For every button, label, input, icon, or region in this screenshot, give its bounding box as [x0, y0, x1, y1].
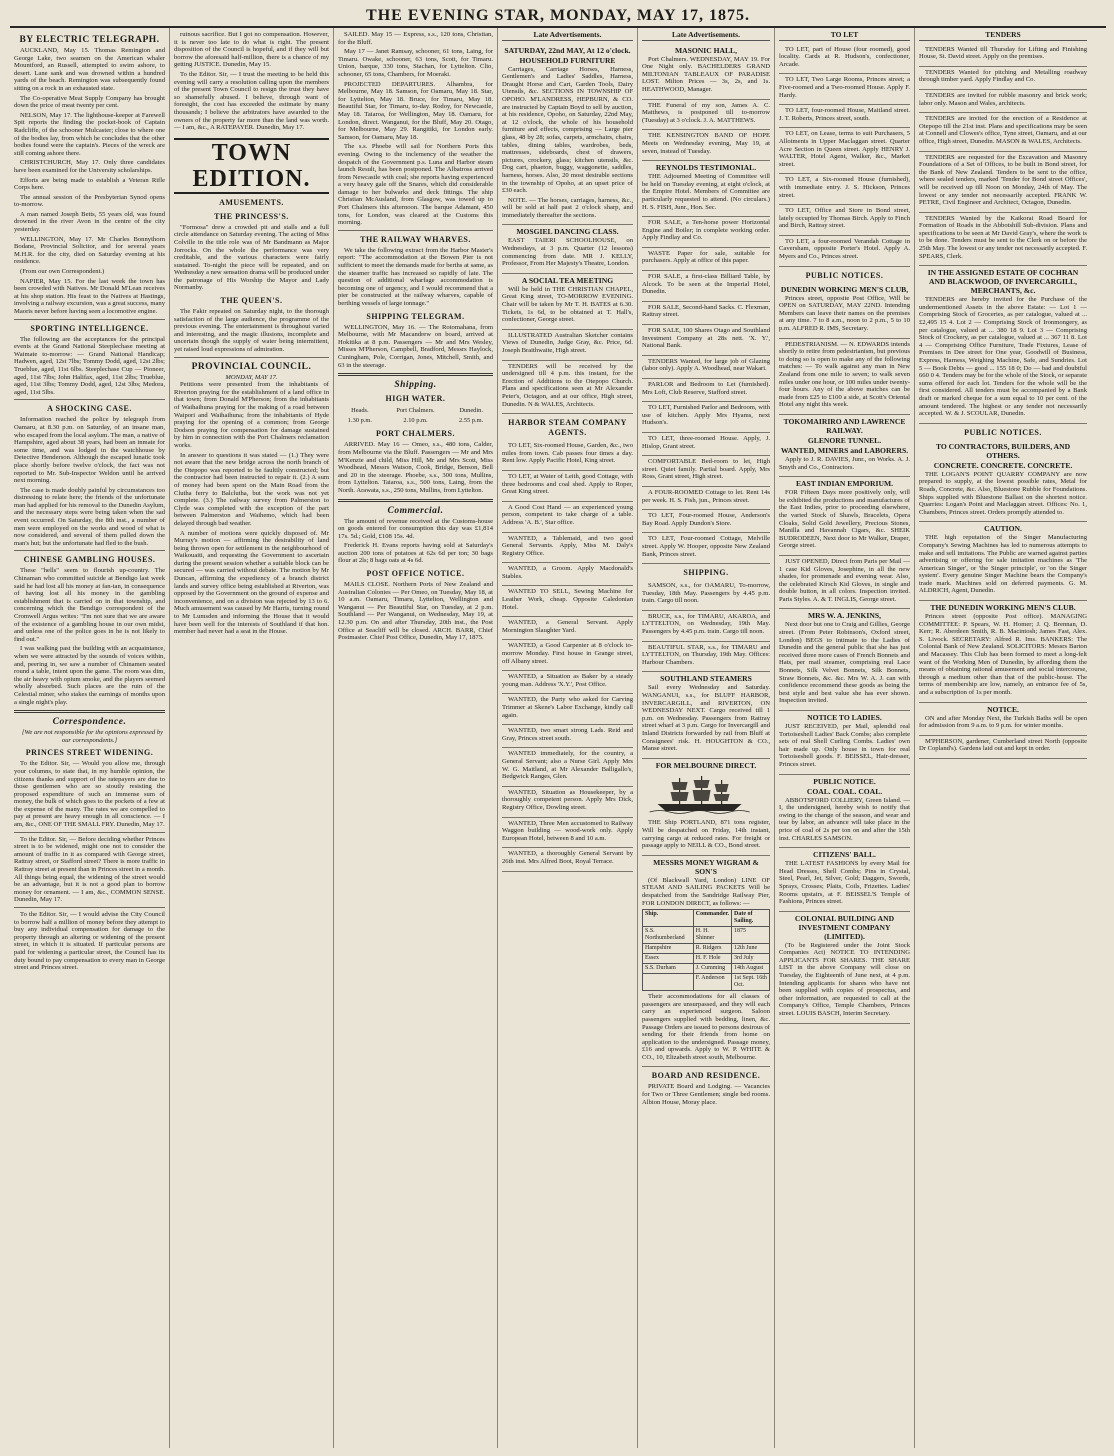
paragraph: WELLINGTON, May 16. — The Rotomahana, from Melbourne, with Mr Macandrew on board, arrived at Hokitika at 8 p.m. Passengers — Mr and Mrs Wesley, Misses M'Pherson, Campbell, Bradford, Messrs Haylock, Cuningham, Pole, Corrigan, Jones, Mitchell, Smith, and 63 in the steerage.	[338, 323, 493, 369]
classified-ad-text: TO LET, Six-roomed House, Garden, &c., two miles from town. Cab passes four times a day. Rent low. Apply Pacific Hotel, King street.	[502, 442, 633, 465]
emporium-text: FOR Fifteen Days more positively only, will be exhibited the productions and manufactures of the East Indies, prior to proceeding elsewhere, the varied Stock of Shawls, Bracelets, Opera Cloaks, Solid Gold Jewellery, Precious Stones, Manilla and Havannah Cigars, &c. SHEIK BUDRODEEN, Next door to Mr Walker, Draper, George street.	[779, 489, 910, 550]
classified-ads	[502, 440, 633, 871]
telegraph-paras	[14, 47, 165, 316]
shipping-top-paras	[338, 31, 493, 141]
sailings-cell: 14th August	[732, 964, 770, 974]
council-date: MONDAY, MAY 17.	[225, 373, 278, 381]
money-wigram-text: (Of Blackwall Yard, London) LINE OF STEAM AND SAILING PACKETS Will be despatched from the Sandridge Railway Pier, FOR LONDON DIRECT, as follows: —	[642, 876, 770, 907]
pedestrianism-ad	[779, 339, 910, 415]
sale-ads	[642, 217, 770, 564]
public-notices-heading: PUBLIC NOTICES.	[805, 270, 884, 280]
letter1-paras	[14, 760, 165, 828]
beautiful-star-ad	[642, 642, 770, 673]
provincial-council-heading: PROVINCIAL COUNCIL.	[191, 361, 312, 372]
concrete-heading: CONCRETE. CONCRETE. CONCRETE.	[933, 460, 1073, 470]
table-row	[643, 964, 770, 974]
classified-ad-text: WANTED, a Situation as Baker by a steady young man. Address 'X.Y.', Post Office.	[502, 673, 633, 688]
shipping-note: The s.s. Phoebe will sail for Northern Ports this evening. Owing to the inclemency of the weather the despatch of the Government p.s. Luna and Harbor steam launch Result, has been postponed. The Albatross arrived from Newcastle with coal; she reports having experienced a very heavy gale off the Snares, which did considerable damage to her bulwarks and deck fittings. The ship Christian McAusland, from Glasgow, was towed up to Port Chalmers this afternoon. The barque Adamant, 450 tons, for London, was cleared at the Customs this morning.	[338, 143, 493, 227]
dancing-class-ad	[502, 225, 633, 273]
shipping-heading: SHIPPING.	[683, 568, 729, 578]
classified-ad	[642, 433, 770, 456]
sale-note: NOTE. — The horses, carriages, harness, &c., will be sold at half past 2 o'clock sharp, and immediately thereafter the sections.	[502, 196, 633, 219]
emporium-ad	[779, 477, 910, 556]
classified-ad-text: TO LET, on Lease, terms to suit Purchasers, 5 Allotments in Upper Maclaggan street. Quarter Acre Section in Queen street. Apply HENRY J. WALTER, Hotel Agent, Walker, &c., Market street.	[779, 130, 910, 168]
sailings-cell: 12th June	[732, 944, 770, 954]
classified-ad	[502, 671, 633, 694]
paragraph: "Formosa" drew a crowded pit and stalls and a full circle attendance on Saturday evening. The acting of Miss Colville in the title role was of Mr Bandmann as Major Jorrocks. On the whole the performance was very creditable, and the various characters were fairly sustained. To-night the piece will be repeated, and on Wednesday a new sensation drama will be produced under the patronage of His Worship the Mayor and Lady Normanby.	[174, 223, 329, 292]
letter3-paras	[14, 911, 165, 972]
classified-ad-text: WANTED, Situation as Housekeeper, by a thoroughly competent person. Apply Mrs Dick, Registry Office, Dowling street.	[502, 788, 633, 811]
late-ads-heading: Late Advertisements.	[642, 31, 770, 41]
classified-ad	[779, 236, 910, 267]
band-of-hope-ad	[642, 130, 770, 161]
paragraph: (From our own Correspondent.)	[20, 268, 105, 276]
correspondence-heading: Correspondence.	[52, 717, 127, 728]
sailings-cell: H. H. Shinner	[693, 927, 731, 944]
paragraph: These "hells" seem to flourish up-country. The Chinaman who committed suicide at Bendigo last week said he had lost all his money at fan-tan, in consequence of having lost all his money in the gambling establishment that is carried on in that township, and concerning which the Bendigo correspondent of the Cromwell Argus writes: "I'm not sure that we are aware of the existence of a gambling house in our own midst, and unless one of the police goes in he is not likely to find out."	[14, 567, 165, 643]
correspondence-note: [We are not responsible for the opinions expressed by our correspondents.]	[21, 729, 164, 744]
shipping-heading: Shipping.	[394, 380, 437, 391]
chinese-paras	[14, 567, 165, 706]
classified-ad-text: TENDERS Wanted till Thursday for Lifting and Finishing House, St. David street. Apply on the premises.	[919, 45, 1087, 61]
classified-ad	[502, 640, 633, 671]
money-wigram-heading: MESSRS MONEY WIGRAM & SON'S	[653, 857, 759, 876]
classified-ad	[502, 694, 633, 725]
classified-ad	[502, 502, 633, 533]
gardener-ad	[919, 736, 1087, 759]
emporium-heading: EAST INDIAN EMPORIUM.	[795, 479, 894, 489]
classified-ad-text: FOR SALE, Second-hand Sacks. C. Flexman, Rattray street.	[642, 303, 770, 319]
jenkins-ad	[779, 609, 910, 711]
classified-ad	[502, 848, 633, 871]
board-text: PRIVATE Board and Lodging. — Vacancies for Two or Three Gentlemen; single bed rooms. Albion House, Moray place.	[642, 1083, 770, 1106]
paragraph: NELSON, May 17. The lighthouse-keeper at Farewell Spit reports the finding the pocket-book of Captain Radcliffe, of the schooner Mulcaster; close to where one of the bodies lay, from which he concludes that the other bodies found were the captain's. Pieces of the wreck are still coming ashore there.	[14, 111, 165, 157]
sailings-header: Date of Sailing.	[732, 910, 770, 927]
classified-ad	[502, 787, 633, 818]
classified-ad-text: WANTED, a General Servant. Apply Mornington Slaughter Yard.	[502, 619, 633, 634]
melbourne-ad	[642, 759, 770, 856]
arrived-text: ARRIVED. May 16 — Omeo, s.s., 480 tons, Calder, from Melbourne via the Bluff. Passengers — Mr and Mrs M'Kenzie and child, Miss Hill, Mr and Mrs Scott, Miss Woodhead, Messrs Watson, Cook, Bridge, Benson, Bell and 20 in the steerage. Phoebe, s.s., 300 tons, Mullins, from Lyttelton. Taiaroa, s.s., 500 tons, Laing, from the North. Arawata, s.s., 250 tons, Mullins, from Lyttelton.	[338, 441, 493, 494]
classified-ad-text: WANTED immediately, for the country, a General Servant; also a Nurse Girl. Apply Mrs W. G. Maitland, at Mr Alexander Balligallo's, Bedgwick Ranges, Glen.	[502, 750, 633, 781]
sailings-cell: Essex	[643, 954, 694, 964]
classified-ad	[642, 533, 770, 564]
miners-heading: WANTED, MINERS and LABORERS.	[780, 445, 909, 455]
classified-ad-text: FOR SALE, a Ten-horse power Horizontal Engine and Boiler; in complete working order. Apply Findlay and Co.	[642, 219, 770, 242]
classified-ad	[642, 456, 770, 487]
wharves-paras	[338, 247, 493, 308]
working-club-text: Princes street, opposite Post Office, Will be OPEN on SATURDAY, MAY 22ND. Intending Members can leave their names on the premises at any time. 7 to 8 a.m., noon to 2 p.m., 5 to 10 p.m. ALFRED R. IMS, Secretary.	[779, 294, 910, 333]
colonial-text: (To be Registered under the Joint Stock Companies Act) NOTICE TO INTENDING APPLICANTS FOR SHARES. THE SHARE LIST in the above Company will close on Tuesday, the Eighteenth of June next, at 4 p.m. Intending applicants for shares who have not been supplied with copies of prospectus, and other information, are requested to call at the Company's Office, Temple Chambers, Princes street. LOUIS BASCH, Interim Secretary.	[779, 941, 910, 1018]
commercial-heading: Commercial.	[387, 505, 444, 516]
classified-ad	[779, 74, 910, 105]
melbourne-heading: FOR MELBOURNE DIRECT.	[655, 760, 757, 770]
classified-ad	[642, 325, 770, 356]
sailings-header: Ship.	[643, 910, 694, 927]
amusements-heading: AMUSEMENTS.	[219, 197, 284, 207]
assigned-estate-ad	[919, 266, 1087, 424]
sketcher-text: ILLUSTRATED Australian Sketcher contains Views of Dunedin, Judge Gray, &c. Price, 6d. Joseph Braithwaite, High street.	[502, 331, 633, 354]
town-edition-banner: TOWN EDITION.	[174, 138, 329, 194]
classified-ad-text: TENDERS Wanted by the Kaikorai Road Board for Formation of Roads in the Abbotshill Sub-division. Plans and specifications to be seen at Mr David Gray's, where the work is to be done. Tenders must be sent to the Clerk on or before the 25th May. The lowest or any tender not necessarily accepted. F. SPEARS, Clerk.	[919, 214, 1087, 260]
paragraph: Petitions were presented from the inhabitants of Riverton praying for the establishment of a land office in that town; from Donald M'Pherson; from the inhabitants of Waihaihuna praying for the making of a road between Waipori and Waihaihuna; from the inhabitants of Hyde praying for the opening of a common; from George Dodson praying for compensation for damage sustained by him in connection with the Port Chalmers reclamation works.	[174, 381, 329, 449]
church-tenders-ad	[502, 361, 633, 415]
post-office-heading: POST OFFICE NOTICE.	[366, 569, 465, 579]
classified-ad	[502, 586, 633, 617]
column-4	[498, 28, 638, 1448]
classified-ad-text: WANTED, Three Men accustomed to Railway Waggon building — wood-work only. Apply European Hotel, between 8 and 10 a.m.	[502, 819, 633, 842]
kensington-text: THE KENSINGTON BAND OF HOPE Meets on Wednesday evening, May 19, at seven, instead of Tuesday.	[642, 132, 770, 155]
colonial-building-ad	[779, 912, 910, 1024]
classified-ad	[642, 271, 770, 302]
classified-ad-text: WANTED, a Tablemaid, and two good General Servants. Apply, Miss M. Daly's Registry Office.	[502, 534, 633, 557]
port-chalmers-heading: PORT CHALMERS.	[375, 429, 456, 439]
shocking-paras	[14, 416, 165, 547]
paragraph: Efforts are being made to establish a Veteran Rifle Corps here.	[14, 176, 165, 192]
paragraph: To the Editor. Sir, — Before deciding whether Princes street is to be widened, might one not to consider the amount of traffic in it as compared with George street, Rattray street, or Stafford street? There is more traffic in Rattray street at present than in Princes street in a month. All things being equal, the widening of the street would be an advantage, but it is not a good plan to borrow money for ornament. — I am, &c., COMMON SENSE. Dunedin, May 17.	[14, 835, 165, 904]
paragraph: A number of motions were quickly disposed of. Mr Murray's motion — affirming the desirability of land being thrown open for settlement in the neighbourhood of Waikouaiti, and requesting the Government to ascertain during the present session whether a suitable block can be secured — was carried without debate. The motion by Mr Duncan, affirming the expediency of a branch district lands and survey office being established at Riverton, was opposed by the Government on the ground of expense and inconvenience, and on a division was rejected by 13 to 6. Much amusement was caused by Mr Harris, turning round to Mr Lumsden and informing the House that it would have been well for the interests of Southland if that hon. member had never had a seat in the House.	[174, 529, 329, 636]
classified-ad-text: WANTED, a Good Carpenter at 8 o'clock to-morrow Monday. First house in Grange street, off Albany street.	[502, 642, 633, 665]
sailings-table	[642, 909, 770, 991]
classified-ad	[919, 213, 1087, 267]
classified-ad	[779, 128, 910, 174]
notice-text: ON and after Monday Next, the Turkish Baths will be open for admission from 9 a.m. to 9 p.m. for winter months.	[919, 714, 1087, 730]
classified-ad	[642, 510, 770, 533]
paragraph: The Fakir repeated on Saturday night, to the thorough satisfaction of the large audience, the programme of the previous evening. The entertainment is throughout varied and interesting, and the magic illusions, incomplete and uncertain though the supply of water being intermittent, yet raised loud expressions of admiration.	[174, 308, 329, 354]
classified-ad	[502, 563, 633, 586]
paragraph: We take the following extract from the Harbor Master's report: "The accommodation at the Bowen Pier is not sufficient to meet the demands made for berths at same, as the steamer traffic has increased so rapidly of late. The question of additional wharfage accommodation is becoming one of urgency, and I would recommend that a pier be constructed at the railway wharves, capable of berthing vessels of large tonnage."	[338, 246, 493, 307]
sailings-cell: 3rd July	[732, 954, 770, 964]
paragraph: NAPIER, May 15. For the last week the town has been crowded with Natives. Mr Donald M'Lean receives at his shop station. His feast to the Natives at Hastings, involving a railway excursion, was a great success, many Maoris never before having seen a locomotive engine.	[14, 277, 165, 315]
sailings-cell: S.S. Durham	[643, 964, 694, 974]
sporting-heading: SPORTING INTELLIGENCE.	[30, 323, 149, 333]
furniture-sale-ad	[502, 44, 633, 226]
samson-text: SAMSON, s.s., for OAMARU, To-morrow, Tuesday, 18th May. Passengers by 4.45 p.m. train. Cargo till noon.	[642, 582, 770, 605]
money-wigram-ad	[642, 856, 770, 1068]
to-let-heading: TO LET	[779, 31, 910, 41]
estate-heading: IN THE ASSIGNED ESTATE OF COCHRAN AND BLACKWOOD, OF INVERCARGILL, MERCHANTS, &c.	[927, 268, 1079, 296]
tide-place: Dunedin.	[459, 407, 483, 415]
mosgiel-heading: MOSGIEL DANCING CLASS.	[516, 227, 619, 237]
beautiful-star-text: BEAUTIFUL STAR, s.s., for TIMARU and LYTTELTON, on Thursday, 19th May. Offices: Harbour Chambers.	[642, 643, 770, 666]
sailings-cell: H. F. Hole	[693, 954, 731, 964]
paragraph: PROJECTED DEPARTURES. Alhambra, for Melbourne, May 18. Samson, for Oamaru, May 18. Star, for Lyttelton, May 18. Bruce, for Timaru, May 18. Beautiful Star, for Timaru, to-day. Rodoy, for Newcastle, May 18. Taiaroa, for Wellington, May 18. Oamaru, for London, direct. Wanganui, for the Bluff, May 20. Otago, for Melbourne, May 29. Rangitiki, for London early. Samson, for Oamaru, May 18.	[338, 80, 493, 141]
princess-paras	[174, 224, 329, 292]
classified-ad	[642, 217, 770, 248]
tenders-text: TENDERS will be received by the undersigned till 4 p.m. this instant, for the Erection of Additions to the Otepopo Church. Plans and specifications seen at Mr Alexander Peter's, Octagon, and at our office, High street, Dunedin. N & WALES, Architects.	[502, 362, 633, 408]
masthead: THE EVENING STAR, MONDAY, MAY 17, 1875.	[10, 6, 1106, 28]
classified-ad	[502, 617, 633, 640]
masonic-heading: MASONIC HALL,	[674, 45, 738, 55]
classified-ad-text: TO LET, four-roomed House, Maitland street. J. T. Roberts, Princes street, south.	[779, 107, 910, 122]
tea-text: Will be held in THE CHRISTIAN CHAPEL, Great King street, TO-MORROW EVENING. Chair will be taken by Mr T. H. BATES at 6.30. Tickets, 1s 6d, to be obtained at T. Hall's, confectioner, George street.	[502, 285, 633, 324]
sailings-cell: 1875	[732, 927, 770, 944]
paragraph: The Co-operative Meat Supply Company has brought down the price of meat twenty per cent.	[14, 94, 165, 110]
classified-ad-text: FOR SALE, 100 Shares Otago and Southland Investment Company at 28s nett. 'X. Y.', National Bank.	[642, 327, 770, 350]
classified-ad-text: WANTED, the Party who asked for Carving Trimmer at Skene's Labor Exchange, kindly call again.	[502, 696, 633, 719]
tenders-heading: TENDERS	[919, 31, 1087, 41]
council-paras	[174, 381, 329, 636]
classified-ad	[642, 302, 770, 325]
classified-ad-text: TO LET, a Six-roomed House (furnished), with immediate entry. J. S. Hickson, Princes street.	[779, 176, 910, 199]
classified-ad-text: TO LET, part of House (four roomed), good locality. Cards at R. Hudson's, confectioner, Arcade.	[779, 45, 910, 68]
tide-time: 1.30 p.m.	[347, 416, 372, 424]
paragraph: The following are the acceptances for the principal events at the Grand National Steeplechase meeting at Waimate to-morrow: — Grand National Handicap; Hadwen, aged, 12st 7lbs; Tommy Dodd, aged, 12st 2lbs; Trueblue, aged, 11st 6lbs. Steeplechase Cup — Pioneer, aged, 11st 7lbs; John Halifax, aged, 11st 2lbs; Trueblue, aged, 11st 3lbs; Tommy Dodd, aged, 12st 3lbs; Medora, aged, 11st 5lbs.	[14, 335, 165, 396]
classified-ad-text: TO LET, Four-roomed Cottage, Melville street. Apply W. Hooper, opposite New Zealand Bank, Princes street.	[642, 535, 770, 558]
paragraph: CHRISTCHURCH, May 17. Only three candidates have been examined for the University scholarships.	[14, 159, 165, 174]
column-6	[775, 28, 915, 1448]
pedestrian-text: PEDESTRIANISM. — N. EDWARDS intends shortly to retire from pedestrianism, but previous to doing so is open to make any of the following matches: — To walk against any man in New Zealand from one mile to seven; to walk seven miles under one hour, or 100 miles under twenty-four hours. Any of the above matches can be made from £25 to £100 a side, at Scott's Oriental Hotel any night this week.	[779, 340, 910, 409]
classified-ad	[502, 471, 633, 502]
masonic-text: Port Chalmers. WEDNESDAY, MAY 19. For One Night only. BACHELDERS GRAND MILTONIAN TABLEAUX OF PARADISE LOST. Milton Prices — 3s, 2s, and 1s. HEATHWOOD, Manager.	[642, 55, 770, 93]
classified-ad-text: TO LET, Office and Store in Bond street, lately occupied by Thomas Birch. Apply to Finch and Birch, Rattray street.	[779, 207, 910, 230]
classified-ad-text: COMFORTABLE Bed-room to let, High street. Quiet family. Partial board. Apply, Mrs Ross, Grant street, High street.	[642, 458, 770, 481]
commercial-paras	[338, 518, 493, 566]
classified-ad-text: WANTED, a thoroughly General Servant by 26th inst. Mrs Alfred Boot, Royal Terrace.	[502, 850, 633, 865]
paragraph: Frederick H. Evans reports having sold at Saturday's auction 200 tons of potatoes at 62s 6d per ton; 30 bags flour at 2ls; 8 bags oats at 4s 6d.	[338, 542, 493, 565]
sailings-cell: 1st Sept. 16th Oct.	[732, 974, 770, 991]
working-mens-club-ad	[779, 283, 910, 339]
classified-ad-text: TENDERS Wanted, for large job of Glazing (labor only). Apply A. Woodhead, near Wakari.	[642, 357, 770, 373]
gloves-text: JUST OPENED, Direct from Paris per Mail — 1 case Kid Gloves, Josephine, in all the new shades, for promenade and evening wear. Also, the celebrated Kirsch Kid Gloves, in single and double button, in all colors. Inspection invited. Paris Styles. A. & T. INGLIS, George street.	[779, 557, 910, 603]
coal-heading: COAL. COAL. COAL.	[806, 786, 883, 796]
notice-heading: NOTICE.	[987, 704, 1019, 714]
chinese-gambling-heading: CHINESE GAMBLING HOUSES.	[23, 555, 156, 565]
public-notices-heading: PUBLIC NOTICES.	[964, 427, 1042, 437]
paragraph: The case is made doubly painful by circumstances too distressing to relate here; the friends of the unfortunate man had applied for his removal to the Dunedin Asylum, and the necessary steps were being taken when the sad event occurred. On Saturday, the 8th inst., a number of men were employed on the works and wood of what is now considered, and several of them pulled down the man's hut; but the unfortunate had fled to the bush.	[14, 486, 165, 547]
reynolds-heading: REYNOLDS TESTIMONIAL.	[655, 163, 757, 173]
letter2-paras	[14, 836, 165, 904]
paragraph: AUCKLAND, May 15. Thomas Remington and George Lake, two seamen on the American whaler Mountford, an Russell, attempted to swim ashore, to desert. Lane sank and was drowned within a hundred yards of the beach. Remington was subsequently found sitting on a rock in an exhausted state.	[14, 47, 165, 92]
southland-text: Sail every Wednesday and Saturday. WANGANUI, s.s., for BLUFF HARBOR, INVERCARGILL, and RIVERTON, ON WEDNESDAY NEXT. Cargo received till 1 p.m. on Wednesday. Passengers from Rattray street wharf at 3 p.m. Cargo for Invercargill and Inland Districts forwarded by rail from Bluff at Consignees' risk. H. HOUGHTON & CO., Manse street.	[642, 684, 770, 753]
late-ads-heading: Late Advertisements.	[502, 31, 633, 41]
classified-ad	[779, 105, 910, 128]
funeral-notice	[642, 100, 770, 131]
classified-ad-text: WASTE Paper for sale, suitable for purchasers. Apply at office of this paper.	[642, 249, 770, 265]
notice-to-ladies-ad	[779, 711, 910, 775]
tea-meeting-ad	[502, 274, 633, 330]
classified-ad	[642, 487, 770, 510]
sailings-cell: F. Anderson	[693, 974, 731, 991]
tide-time: 2.55 p.m.	[459, 416, 484, 424]
caution-heading: CAUTION.	[984, 524, 1022, 534]
column-7	[915, 28, 1091, 1448]
paragraph: To the Editor. Sir, — Would you allow me, through your columns, to state that, in my humble opinion, the citizens thanks and support of the ratepayers are due to those gentlemen who are so stoutly resisting the proposed expenditure of such an immense sum of money, the bulk of which goes to the pockets of a few at the expense of the many. The rates we are compelled to pay at present are heavy enough in all conscience. — I am, &c., ONE OF THE SMALL FRY. Dunedin, May 17.	[14, 760, 165, 829]
southland-heading: SOUTHLAND STEAMERS	[660, 674, 752, 684]
tide-place: Heads.	[351, 407, 369, 415]
miners-text: Apply to J. R. DAVIES, Junr., on Works. A. J. Smyth and Co., Contractors.	[779, 455, 910, 471]
classified-ad-text: TO LET, Furnished Parlor and Bedroom, with use of kitchen. Apply Mrs Hyams, next Hudson's.	[642, 404, 770, 427]
classified-ad	[642, 356, 770, 379]
sale-date: SATURDAY, 22nd MAY, At 12 o'clock.	[504, 45, 631, 55]
column-3	[334, 28, 498, 1448]
classified-ad	[779, 44, 910, 75]
paragraph: ruinous sacrifice. But I got no compensation. However, it is never too late to do what is right. The present disposition of the Council is hopeful, and if they will but borrow the aforesaid half-million, there is a chance of my getting JUSTICE. Dunedin, May 15.	[174, 31, 329, 69]
paragraph: The amount of revenue received at the Customs-house on goods entered for consumption this day was £1,814 17s. 5d.; Gold, £108 15s. 4d.	[338, 517, 493, 540]
sailings-cell: R. Ridgers	[693, 944, 731, 954]
table-row	[643, 927, 770, 944]
classified-ad	[502, 533, 633, 564]
paragraph: Information reached the police by telegraph from Oamaru, at 8.30 p.m. on Saturday, of an insane man, who escaped from the local asylum. The man, a native of Hampshire, aged about 38 years, had been an inmate for some time, and was lodged in the watchhouse by Detective Henderson. Although the escaped lunatic took place shortly before twelve o'clock, the fact was not reported to Mr. Sub-Inspector Weldon until he arrived next morning.	[14, 416, 165, 485]
tide-place: Port Chalmers.	[396, 407, 435, 415]
jenkins-heading: MRS W. A. JENKINS,	[807, 611, 881, 621]
working-club-heading: DUNEDIN WORKING MEN'S CLUB,	[780, 284, 909, 294]
classified-ad	[919, 67, 1087, 90]
classified-ad-text: A FOUR-ROOMED Cottage to let. Rent 14s per week. H. S. Fish, jun., Princes street.	[642, 488, 770, 504]
board-heading: BOARD AND RESIDENCE.	[651, 1071, 761, 1081]
concrete-ad	[919, 440, 1087, 523]
notice-ad	[919, 703, 1087, 736]
letter-cont-paras	[174, 31, 329, 132]
classified-ad-text: TO LET, at Water of Leith, good Cottage, with three bedrooms and coal shed. Apply to Roper, Great King street.	[502, 472, 633, 496]
classified-ad-text: A Good Cost Hand — an experienced young person, competent to take charge of a table. Address 'A. B.', Star office.	[502, 503, 633, 526]
classified-ad	[779, 205, 910, 236]
sailings-cell: S.S. Northumberland	[643, 927, 694, 944]
club-text: Princes street (opposite Post office). MANAGING COMMITTEE: P. Spears, W. H. Homer; J. Q. Brennan, D. Kerr; R. Aberdeen Smith, R. B. Macintosh; James Fast, Alex. S. Livock. SECRETARY: Alfred R. Ims. BANKERS: The Colonial Bank of New Zealand. SOLICITORS: Messrs Barton and Macassey. This Club has been formed to meet a long-felt want of the Working Men of Dunedin, by affording them the means of obtaining rational amusement and social intercourse, through a medium other than that of the public-house. The terms of membership are low, namely, an entrance fee of 5s, and a subscription of 1s per month.	[919, 613, 1087, 696]
classified-ad	[779, 174, 910, 205]
paragraph: In answer to questions it was stated — (1.) They were not aware that the new bridge across the north branch of the Otepopo was reported to be faultily constructed; but the contractor had been instructed to repair it. (2.) A sum of money had been spent on the Main Road from the Clutha ferry to Balclutha, but the work was not yet complete. (3.) The railway survey from Palmerston to Clyde was completed with the exception of the part between Palmerston and Waihemo, which had been delayed through bad weather.	[174, 451, 329, 527]
classified-ad	[642, 379, 770, 402]
sailings-cell: Hampshire	[643, 944, 694, 954]
sale-title: HOUSEHOLD FURNITURE	[519, 55, 616, 65]
column-5	[638, 28, 775, 1448]
gloves-ad	[779, 556, 910, 610]
mosgiel-text: EAST TAIERI SCHOOLHOUSE, on Wednesdays, at 3 p.m. Quarter (12 lessons) commencing from date. MR J. KELLY, Professor, From Her Majesty's Theatre, London.	[502, 237, 633, 268]
paragraph: WELLINGTON, May 17. Mr Charles Bonnythorn Bodane, Provincial Solicitor, and for several years M.H.R. for the city, died on Saturday evening at his residence.	[14, 235, 165, 266]
public-notice-heading: PUBLIC NOTICE.	[813, 776, 876, 786]
classified-ad-text: TENDERS Wanted for pitching and Metalling roadway through timber yard. Apply Findlay and Co.	[919, 68, 1087, 84]
queens-paras	[174, 308, 329, 354]
portland-text: THE Ship PORTLAND, 871 tons register, Will be despatched on Friday, 14th instant, carrying cargo at reduced rates. For freight or passage apply to NEILL & CO., Bond street.	[642, 819, 770, 850]
sale-text: Carriages, Carriage Horses, Harness, Gentlemen's and Ladies' Saddles, Harness, Draught Horse and Cart, Garden Tools, Dairy Utensils, &c. SECTIONS IN TOWNSHIP OF OPOHO. M'LANDRESS, HEPBURN, & CO. are instructed by Captain Boyd to sell by auction, at his residence, Opoho, on Saturday, 22nd May, at 12 o'clock, the whole of his household furniture and effects, comprising — Large pier glass, 48 by 28; sofas, carpets, armchairs, chairs, tables, dining tables, wardrobes, beds, mattresses, sideboards, chest of drawers, pictures, crockery, glass; kitchen utensils, &c. Dog cart, phaeton, buggy, waggonette, saddles, harness, horses. Also, 20 most desirable sections in the township of Opoho, at an upset price of £30 each.	[502, 65, 633, 195]
logan-text: THE LOGAN'S POINT QUARRY COMPANY are now prepared to supply, at the lowest possible rates, Metal for Roads, Concrete, &c. Also, Bluestone Rubble for Foundations. Ships supplied with Bluestone Ballast on the shortest notice. Quarries: Logan's Point and Maclaggan street. Offices: No. 1, Chambers, Princes street. Orders promptly attended to.	[919, 470, 1087, 516]
classified-ad-text: TENDERS are requested for the Excavation and Masonry Foundations of a Set of Offices, to be built in Bond street, for the Bank of New Zealand. Tenders to be sent to the office, where sealed tenders, marked 'Tender for Bond street Offices', will be received up till Noon on Monday, 24th of May. The lowest or any tender not necessarily accepted. FRANK W. PETRE, Civil Engineer and Architect, Octagon, Dunedin.	[919, 153, 1087, 207]
railway-wharves-heading: THE RAILWAY WHARVES.	[360, 234, 471, 244]
paragraph: May 17 — Janet Ramsay, schooner, 61 tons, Laing, for Timaru. Owake, schooner, 63 tons, Scott, for Timaru. Union, barque, 330 tons, Stachan, for Lyttelton. Clio, schooner, 65 tons, Chambers, for Moeraki.	[338, 48, 493, 78]
table-row	[643, 944, 770, 954]
gardener-text: M'PHERSON, gardener, Cumberland street North (opposite Dr Copland's). Gardens laid out and kept in order.	[919, 737, 1087, 753]
tender-ads	[919, 44, 1087, 267]
paragraph: SAILED. May 15 — Express, s.s., 120 tons, Christian, for the Bluff.	[338, 31, 493, 46]
classified-ad-text: TENDERS are invited for the erection of a Residence at Otepopo till the 21st inst. Plans and specifications may be seen at Connell and Clowes's office, Tyne street, Oamaru, and at our office, High street, Dunedin. MASON & WALES, Architects.	[919, 115, 1087, 145]
railway-ad	[779, 415, 910, 477]
caution-text: THE high reputation of the Singer Manufacturing Company's Sewing Machines has led to numerous attempts to make and sell imitations. The Public are warned against parties advertising or offering for sale imitation machines as 'The American Singer', or 'the Singer principle', or 'on the Singer system'. Every genuine Singer Machine bears the Company's trade mark. Machines sold on deferred payments. G. M. ALDRICH, Agent, Dunedin.	[919, 534, 1087, 595]
telegram-paras	[338, 324, 493, 370]
classified-ad-text: TO LET, Four-roomed House, Anderson's Bay Road. Apply Dundon's Store.	[642, 512, 770, 527]
classified-ad-text: TO LET, Two Large Rooms, Princes street; a Five-roomed and a Two-roomed House. Apply F. Hardy.	[779, 76, 910, 99]
letter-heading: PRINCES STREET WIDENING.	[25, 748, 154, 758]
paragraph: A man named Joseph Betts, 55 years old, was found drowned in the river Avon in the centre of the city yesterday.	[14, 210, 165, 234]
estate-text: TENDERS are hereby invited for the Purchase of the undermentioned Assets in the above Estate: — Lot 1 — Comprising Stock of Groceries, as per catalogue, valued at ... £2,495 15 4. Lot 2 — Comprising Stock of Ironmongery, as per catalogue, valued at ... 380 18 9. Lot 3 — Comprising Stock of Crockery, as per catalogue, valued at ... 367 11 8. Lot 4 — Comprising Office Furniture, Trade Fixtures, Lease of Premises in Dee street for One year, Goodwill of Business, Express, Harness, Weighing Machine, Safe, and Sundries. Lot 5 — Book Debts — good ... 155 18 0; Do — bad and doubtful 660 0 4. Tenders may be for the whole of the Stock, or separate sums offered for each lot. Tenders for the whole will be the first considered. All tenders must be accompanied by a Bank draft or marked cheque for a sum equal to 10 per cent. of the amount tendered. The highest or any tender not necessarily accepted. W. & J. SCOULAR, Dunedin.	[919, 296, 1087, 418]
classified-ad	[502, 440, 633, 471]
southland-ad	[642, 672, 770, 758]
ladies-heading: NOTICE TO LADIES.	[807, 713, 882, 722]
classified-ad-text: TO LET, three-roomed House. Apply, J. Hislop, Grant street.	[642, 434, 770, 450]
to-let-ads	[779, 44, 910, 267]
bruce-text: BRUCE, s.s., for TIMARU, AKAROA, and LYTTELTON, on Wednesday, 19th May. Passengers by 4.45 p.m. train. Cargo till noon.	[642, 612, 770, 636]
sailings-cell: J. Cumming	[693, 964, 731, 974]
column-2	[170, 28, 334, 1448]
classified-ad	[502, 748, 633, 786]
masonic-hall-ad	[642, 44, 770, 100]
classified-ad	[919, 152, 1087, 213]
sailings-cell	[643, 974, 694, 991]
high-water-table	[338, 406, 493, 425]
club-ad	[919, 601, 1087, 703]
harbor-agents-heading: HARBOR STEAM COMPANY AGENTS.	[508, 418, 627, 438]
testimonial-ad	[642, 161, 770, 217]
classified-ad	[502, 725, 633, 748]
citizens-text: THE LATEST FASHIONS by every Mail for Head Dresses, Shell Combs; Pins in Crystal, Steel, Pearl, Jet, Silver, Gold; Daggers, Swords, Sprays, Crosses; Plaits, Coils, Frizettes. Ladies' Rooms upstairs, at F. BEISSEL'S Temple of Fashions, Princes street.	[779, 860, 910, 906]
coal-ad	[779, 775, 910, 849]
citizens-heading: CITIZENS' BALL.	[813, 850, 876, 860]
caution-ad	[919, 522, 1087, 601]
classified-ad-text: WANTED TO SELL, Sewing Machine for Leather Work, cheap. Opposite Caledonian Hotel.	[502, 588, 633, 611]
railway-heading: TOKOMAIRIRO AND LAWRENCE RAILWAY.	[783, 416, 906, 435]
classified-ad-text: TENDERS are invited for rubble masonry and brick work; labor only. Mason and Wales, architects.	[919, 91, 1087, 107]
funeral-text: THE Funeral of my son, James A. C. Matthews, is postponed till to-morrow (Tuesday) at 3 o'clock. J. A. MATTHEWS.	[642, 101, 770, 124]
post-office-text: MAILS CLOSE. Northern Ports of New Zealand and Australian Colonies — Per Omeo, on Tuesday, May 18, at 10 a.m. Oamaru, Timaru, Lyttelton, Wellington and Wanganui — Per Beautiful Star, on Tuesday, at 2 p.m. Southland — Per Wanganui, on Wednesday, May 19, at 12.30 p.m. On and after Thursday, 20th inst., the Post Office at Seacliff will be closed. ARCH. BARR, Chief Postmaster. Chief Post Office, Dunedin, May 17, 1875.	[338, 581, 493, 642]
paragraph: To the Editor. Sir, — I trust the meeting to be held this evening will carry a resolution calling upon the members of the present Town Council to resign the trust they have so shamefully abused. I believe, through want of foresight, the cost has exceeded the estimate by many thousands; I believe the arbitrators have awarded to the owners of the property far more than the land was worth. — I am, &c., A RATEPAYER. Dunedin, May 17.	[174, 70, 329, 132]
sporting-paras	[14, 336, 165, 397]
queens-heading: THE QUEEN'S.	[220, 296, 283, 306]
column-1	[10, 28, 170, 1448]
telegraph-heading: BY ELECTRIC TELEGRAPH.	[19, 35, 160, 45]
reynolds-text: THE Adjourned Meeting of Committee will be held on Tuesday evening, at eight o'clock, at the Empire Hotel. Members of Committee are particularly requested to attend. (No circulars.) H. S. FISH, Junr., Hon. Sec.	[642, 173, 770, 211]
colonial-heading: COLONIAL BUILDING AND INVESTMENT COMPANY (LIMITED).	[794, 913, 895, 941]
classified-ad	[642, 402, 770, 433]
table-row	[643, 974, 770, 991]
contractors-heading: TO CONTRACTORS, BUILDERS, AND OTHERS.	[935, 441, 1071, 460]
classified-ad-text: WANTED, two smart strong Lads. Reid and Gray, Princes street south.	[502, 727, 633, 742]
shocking-case-heading: A SHOCKING CASE.	[47, 404, 132, 414]
jenkins-text: Next door but one to Craig and Gillies, George street. (From Peter Robinson's, Oxford street, London) BEGS to intimate to the Ladies of Dunedin and the general public that she has just received three more cases of French Bonnets and Hats, per mail steamer, comprising real Lace Bonnets, Silk Velvet Bonnets, Silk Bonnets, Straw Bonnets, &c. &c. Mrs W. A. J. can with confidence recommend these goods as being the best style and best value she has ever shown. Inspection invited.	[779, 621, 910, 705]
high-water-heading: HIGH WATER.	[385, 394, 446, 404]
table-row	[643, 954, 770, 964]
classified-ad	[919, 90, 1087, 113]
paragraph: I was walking past the building with an acquaintance, when we were attracted by the sounds of voices within, and, peering in, we saw a number of Chinamen seated round a table, intent upon the game. The room was dim, the air heavy with opium smoke, and the players seemed wholly absorbed. Such places are the ruin of the Celestial miner, who stakes the earnings of months upon a single night's play.	[14, 645, 165, 706]
classified-ad-text: PARLOR and Bedroom to Let (furnished). Mrs Loft, Club Reserve, Stafford street.	[642, 381, 770, 396]
club-heading: THE DUNEDIN WORKING MEN'S CLUB.	[930, 603, 1076, 613]
classified-ad-text: WANTED, a Groom. Apply Macdonald's Stables.	[502, 565, 633, 580]
classified-ad-text: TO LET, a four-roomed Verandah Cottage in Caversham, opposite Porter's Hotel. Apply A. Myers and Co., Princes street.	[779, 237, 910, 261]
sailing-ship-illustration	[642, 774, 757, 814]
classified-ad	[919, 113, 1087, 151]
paragraph: The annual session of the Presbyterian Synod opens to-morrow.	[14, 193, 165, 209]
tunnel-heading: GLENORE TUNNEL.	[807, 435, 882, 445]
ladies-text: JUST RECEIVED, per Mail, splendid real Tortoiseshell Ladies' Back Combs; also complete sets of real Shell Curling Combs. Ladies' own hair made up. Only house in town for real Tortoiseshell goods. F. BEISSEL, Hair-dresser, Princes street.	[779, 723, 910, 768]
sketcher-ad	[502, 330, 633, 361]
tea-heading: A SOCIAL TEA MEETING	[521, 275, 614, 285]
princess-heading: THE PRINCESS'S.	[214, 211, 289, 221]
classified-ad-text: FOR SALE, a first-class Billiard Table, by Alcock. To be seen at the Imperial Hotel, Dunedin.	[642, 273, 770, 296]
paragraph: To the Editor. Sir, — I would advise the City Council to borrow half a million of money before they attempt to buy any individual compensation for damage to the property through an altering or widening of the present street, in which it is situated. If particular persons are paid for widening a particular street, the Council has its duty bound to pay compensation to every man in George street and Princes street.	[14, 911, 165, 972]
shipping-telegram-heading: SHIPPING TELEGRAM.	[366, 311, 465, 321]
classified-ad	[919, 44, 1087, 67]
citizens-ball-ad	[779, 848, 910, 912]
coal-text: ABBOTSFORD COLLIERY, Green Island. — I, the undersigned, hereby wish to notify that owing to the change of the season, and wear and tear by labor, an advance will take place in the price of coal of 2s per ton on and after the 15th inst. CHARLES SAMSON.	[779, 796, 910, 842]
columns	[10, 28, 1106, 1448]
tide-time: 2.10 p.m.	[403, 416, 428, 424]
classified-ad	[642, 248, 770, 271]
money-wigram-footer: Their accommodations for all classes of passengers are unsurpassed, and they will each carry an experienced surgeon. Saloon passengers supplied with bedding, linen, &c. Passage Orders are issued to persons desirous of sending for their friends from home on application to the undersigned. Passage money, £16 and upwards. Apply to W. P. WHITE & CO., 10, Elizabeth street south, Melbourne.	[642, 993, 770, 1061]
classified-ad	[502, 818, 633, 849]
samson-ad	[642, 580, 770, 611]
bruce-ad	[642, 611, 770, 642]
sailings-header: Commander.	[693, 910, 731, 927]
